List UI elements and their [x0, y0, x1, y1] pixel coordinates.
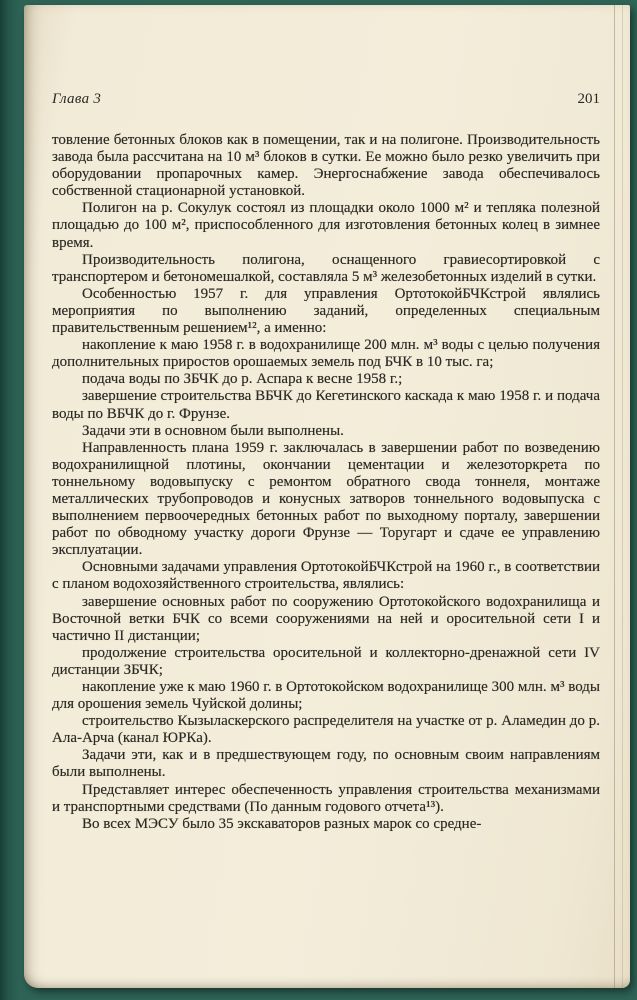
paragraph: продолжение строительства оросительной и коллекторно-дренажной сети IV дистанции ЗБЧК;	[52, 644, 600, 678]
paragraph: Полигон на р. Сокулук состоял из площадки около 1000 м² и тепляка полезной площадью до 100 м², приспособленного для изготовления бетонных колец в зимнее время.	[52, 200, 600, 251]
paragraph: завершение строительства ВБЧК до Кегетинского каскада к маю 1958 г. и подача воды по ВБЧК до г. Фрунзе.	[52, 388, 600, 422]
paragraph: товление бетонных блоков как в помещении, так и на полигоне. Производительность завода была рассчитана на 10 м³ блоков в сутки. Ее можно было резко увеличить при оборудовании пропарочных камер. Энергоснабжение завода обеспечивалось собственной стационарной установкой.	[52, 132, 600, 200]
page-header	[52, 91, 600, 108]
paragraph: Представляет интерес обеспеченность управления строительства механизмами и транспортными средствами (По данным годового отчета¹³).	[52, 781, 600, 815]
paragraph: Производительность полигона, оснащенного гравиесортировкой с транспортером и бетономешалкой, составляла 5 м³ железобетонных изделий в сутки.	[52, 251, 600, 285]
paragraph: Задачи эти, как и в предшествующем году, по основным своим направлениям были выполнены.	[52, 747, 600, 781]
paragraph: строительство Кызыласкерского распределителя на участке от р. Аламедин до р. Ала-Арча (канал ЮРКа).	[52, 713, 600, 747]
paragraph: подача воды по ЗБЧК до р. Аспара к весне 1958 г.;	[82, 371, 403, 388]
paragraph: накопление уже к маю 1960 г. в Ортотокойском водохранилище 300 млн. м³ воды для орошения земель Чуйской долины;	[52, 679, 600, 713]
chapter-label: Глава 3	[52, 91, 102, 107]
paragraph: Особенностью 1957 г. для управления ОртотокойБЧКстрой являлись мероприятия по выполнению заданий, определенных специальным правительственным решением¹², а именно:	[52, 285, 600, 337]
page-number: 201	[577, 91, 600, 107]
book-page	[24, 5, 630, 988]
paragraph: Основными задачами управления ОртотокойБЧКстрой на 1960 г., в соответствии с планом водохозяйственного строительства, являлись:	[52, 559, 600, 593]
page-body	[52, 132, 600, 833]
paragraph: Задачи эти в основном были выполнены.	[82, 422, 344, 439]
page-content	[52, 91, 600, 958]
paragraph: накопление к маю 1958 г. в водохранилище 200 млн. м³ воды с целью получения дополнительных приростов орошаемых земель под БЧК в 10 тыс. га;	[52, 337, 600, 371]
paragraph: Направленность плана 1959 г. заключалась в завершении работ по возведению водохранилищной плотины, окончании цементации и железоторкрета по тоннельному водовыпуску с ремонтом обратного свода тоннеля, монтаже металлических трубопроводов и конусных затворов тоннельного водовыпуска с выполнением первоочередных бетонных работ по выходному порталу, завершении работ по обводному участку дороги Фрунзе — Торугарт и сдаче ее управлению эксплуатации.	[52, 439, 600, 559]
paragraph: завершение основных работ по сооружению Ортотокойского водохранилища и Восточной ветки БЧК со всеми сооружениями на ней и оросительной сети I и частично II дистанции;	[52, 593, 600, 644]
paragraph: Во всех МЭСУ было 35 экскаваторов разных марок со средне-	[82, 815, 482, 832]
